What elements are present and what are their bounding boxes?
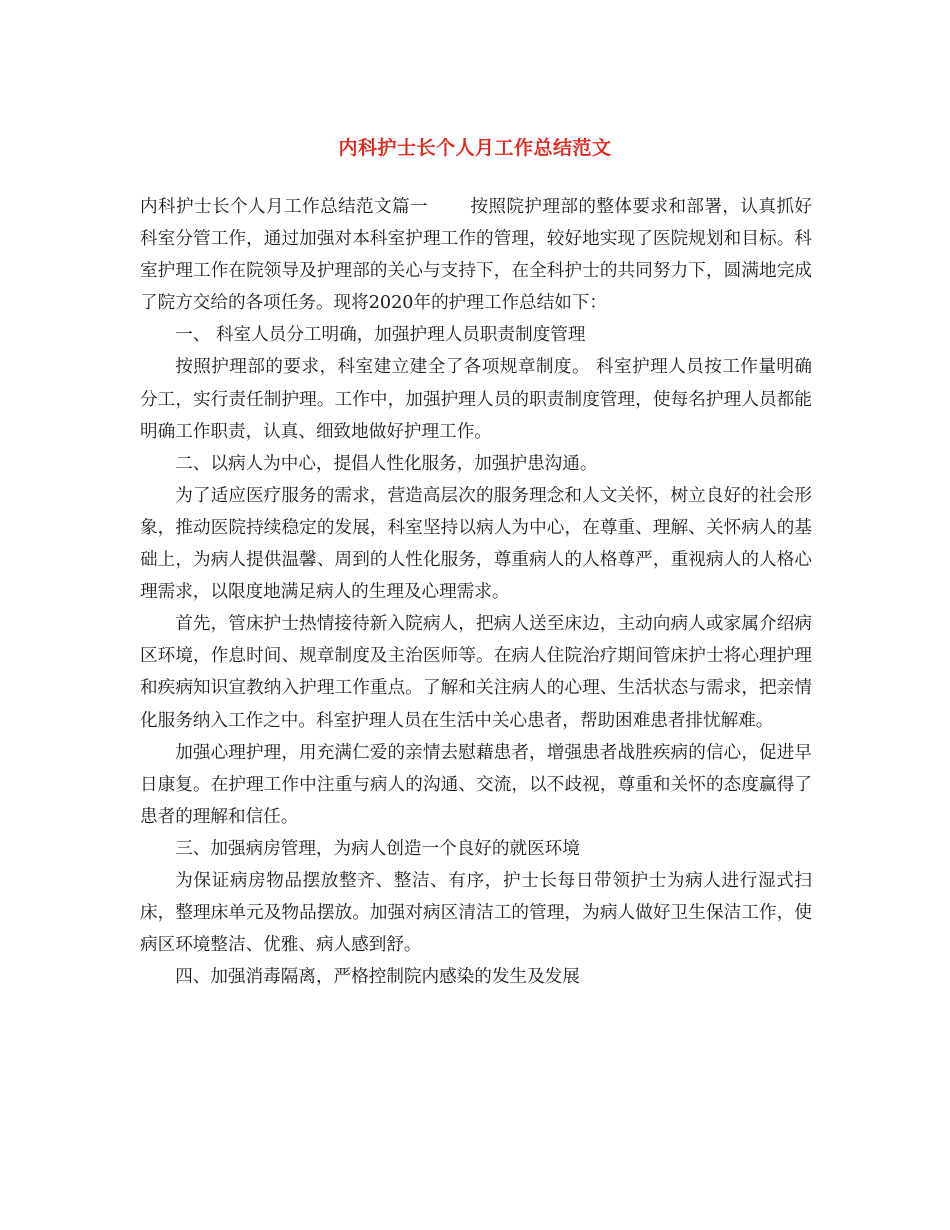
opening-paragraph (140, 191, 812, 319)
opening-lead: 内科护士长个人月工作总结范文篇一 (140, 197, 428, 217)
document-title: 内科护士长个人月工作总结范文 (338, 136, 612, 159)
section-heading-2: 二、以病人为中心，提倡人性化服务，加强护患沟通。 (175, 453, 598, 474)
paragraph: 加强心理护理，用充满仁爱的亲情去慰藉患者，增强患者战胜疾病的信心，促进早日康复。在护理工作中注重与病人的沟通、交流，以不歧视，尊重和关怀的态度赢得了患者的理解和信任。 (140, 742, 812, 827)
document-body (140, 191, 812, 993)
section-heading-1: 一、 科室人员分工明确，加强护理人员职责制度管理 (175, 325, 586, 346)
opening-text: 按照院护理部的整体要求和部署，认真抓好科室分管工作，通过加强对本科室护理工作的管理，较好地实现了医院规划和目标。科室护理工作在院领导及护理部的关心与支持下，在全科护士的共同努力下，圆满地完成了院方交给的各项任务。现将2020年的护理工作总结如下： (140, 197, 812, 314)
section-heading-3: 三、加强病房管理，为病人创造一个良好的就医环境 (175, 838, 580, 859)
paragraph: 为了适应医疗服务的需求，营造高层次的服务理念和人文关怀，树立良好的社会形象，推动医院持续稳定的发展，科室坚持以病人为中心，在尊重、理解、关怀病人的基础上，为病人提供温馨、周到的人性化服务，尊重病人的人格尊严，重视病人的人格心理需求，以限度地满足病人的生理及心理需求。 (140, 485, 812, 603)
paragraph: 为保证病房物品摆放整齐、整洁、有序，护士长每日带领护士为病人进行湿式扫床，整理床单元及物品摆放。加强对病区清洁工的管理，为病人做好卫生保洁工作，使病区环境整洁、优雅、病人感到舒。 (140, 870, 812, 956)
paragraph: 按照护理部的要求，科室建立建全了各项规章制度。 科室护理人员按工作量明确分工，实行责任制护理。工作中，加强护理人员的职责制度管理，使每名护理人员都能明确工作职责，认真、细致地做好护理工作。 (140, 357, 812, 442)
section-heading-4: 四、加强消毒隔离，严格控制院内感染的发生及发展 (175, 967, 580, 988)
paragraph: 首先，管床护士热情接待新入院病人，把病人送至床边，主动向病人或家属介绍病区环境，作息时间、规章制度及主治医师等。在病人住院治疗期间管床护士将心理护理和疾病知识宣教纳入护理工作重点。了解和关注病人的心理、生活状态与需求，把亲情化服务纳入工作之中。科室护理人员在生活中关心患者，帮助困难患者排忧解难。 (140, 614, 812, 731)
